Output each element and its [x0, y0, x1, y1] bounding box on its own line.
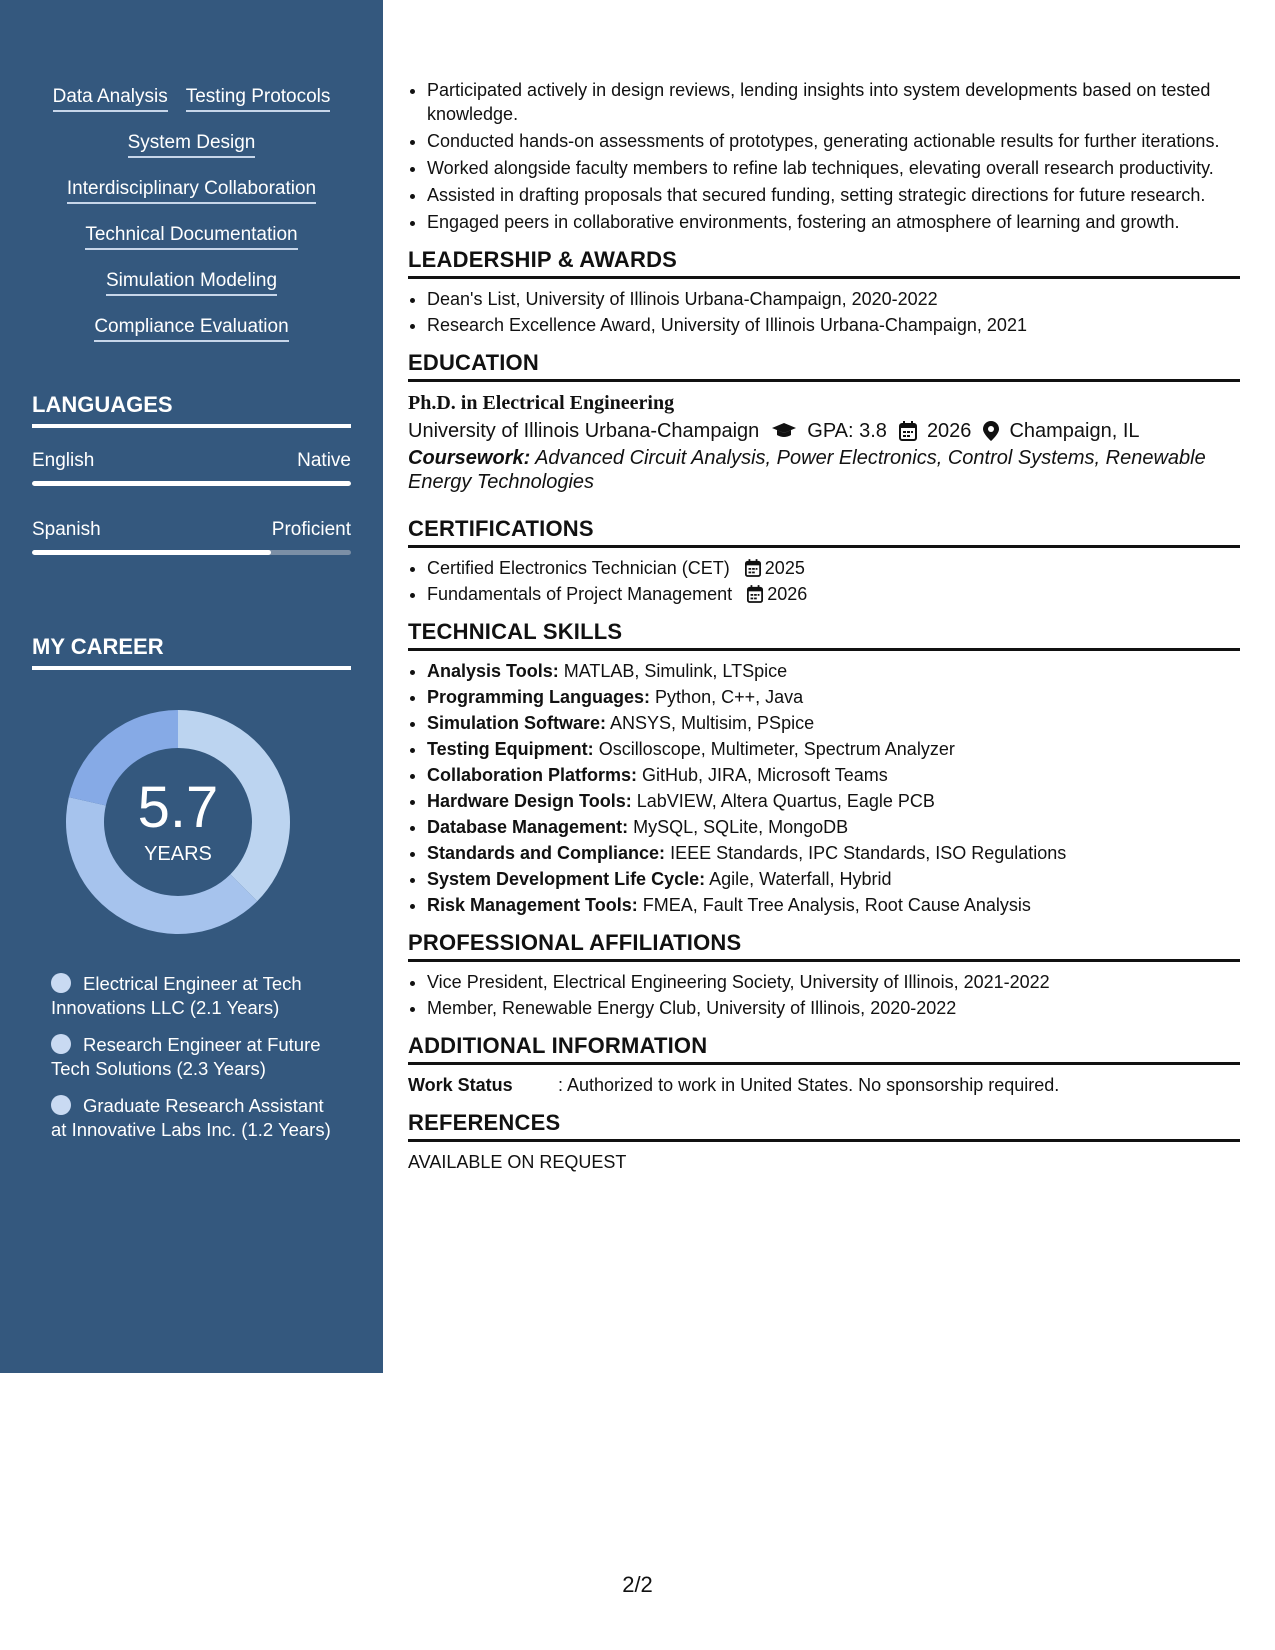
skill-tag: Technical Documentation	[85, 224, 297, 250]
work-status-row	[408, 1073, 1240, 1097]
career-item-text: Graduate Research Assistant at Innovative Labs Inc. (1.2 Years)	[51, 1095, 331, 1140]
career-list	[51, 972, 331, 1155]
career-item-text: Electrical Engineer at Tech Innovations LLC (2.1 Years)	[51, 973, 302, 1018]
tech-skill-item	[427, 711, 1240, 735]
certification-name: Fundamentals of Project Management	[427, 584, 733, 604]
education-details	[408, 416, 1240, 446]
affiliation-item: • Member, Renewable Energy Club, University of Illinois, 2020-2022	[427, 996, 1240, 1020]
award-item: • Dean's List, University of Illinois Urbana-Champaign, 2020-2022	[427, 287, 1240, 311]
legend-dot	[51, 1095, 71, 1115]
tech-skill-label: Analysis Tools:	[427, 661, 559, 681]
tech-skill-label: System Development Life Cycle:	[427, 869, 706, 889]
section-heading: PROFESSIONAL AFFILIATIONS	[408, 930, 1240, 962]
main-content	[408, 78, 1240, 1174]
section-heading: EDUCATION	[408, 350, 1240, 382]
skill-tag: Data Analysis	[53, 86, 168, 112]
language-level: Proficient	[271, 519, 351, 540]
coursework-list: Advanced Circuit Analysis, Power Electronics, Control Systems, Renewable Energy Technologies	[408, 447, 1206, 493]
additional-info-section	[408, 1033, 1240, 1097]
bullet-item: • Participated actively in design reviews, lending insights into system developments based on tested knowledge.	[427, 78, 1240, 126]
tech-skill-label: Collaboration Platforms:	[427, 765, 638, 785]
skill-tag: Interdisciplinary Collaboration	[67, 178, 316, 204]
section-heading: CERTIFICATIONS	[408, 516, 1240, 548]
certification-name: Certified Electronics Technician (CET)	[427, 558, 730, 578]
certification-item	[427, 556, 1240, 580]
section-heading: REFERENCES	[408, 1110, 1240, 1142]
tech-skill-label: Database Management:	[427, 817, 629, 837]
tech-skill-label: Simulation Software:	[427, 713, 607, 733]
languages-heading: LANGUAGES	[32, 392, 351, 428]
language-level: Native	[297, 450, 351, 471]
tech-skill-value: Python, C++, Java	[655, 687, 804, 707]
references-section	[408, 1110, 1240, 1174]
bullet-item: • Assisted in drafting proposals that secured funding, setting strategic directions for future research.	[427, 183, 1240, 207]
award-item: • Research Excellence Award, University of Illinois Urbana-Champaign, 2021	[427, 313, 1240, 337]
tech-skill-value: MATLAB, Simulink, LTSpice	[563, 661, 788, 681]
school-location: Champaign, IL	[1009, 420, 1140, 442]
language-name: English	[32, 450, 95, 471]
skill-tag: Compliance Evaluation	[94, 316, 288, 342]
tech-skill-value: IEEE Standards, IPC Standards, ISO Regulations	[670, 843, 1067, 863]
language-name: Spanish	[32, 519, 101, 540]
language-english	[32, 450, 351, 486]
certification-year: 2025	[764, 558, 805, 578]
tech-skill-label: Programming Languages:	[427, 687, 651, 707]
career-item	[51, 1033, 331, 1081]
skill-tag: Testing Protocols	[186, 86, 331, 112]
career-heading: MY CAREER	[32, 634, 351, 670]
tech-skill-value: MySQL, SQLite, MongoDB	[633, 817, 849, 837]
career-item	[51, 1094, 331, 1142]
sidebar	[0, 0, 383, 1373]
graduation-year: 2026	[926, 420, 972, 442]
language-bar	[32, 481, 351, 486]
tech-skill-label: Risk Management Tools:	[427, 895, 638, 915]
language-bar	[32, 550, 351, 555]
career-total-number: 5.7	[137, 774, 219, 840]
certification-item	[427, 582, 1240, 606]
affiliation-item: • Vice President, Electrical Engineering Society, University of Illinois, 2021-2022	[427, 970, 1240, 994]
career-total-unit: YEARS	[144, 842, 212, 865]
language-bar-fill	[32, 550, 271, 555]
certifications-section	[408, 516, 1240, 606]
tech-skill-value: Oscilloscope, Multimeter, Spectrum Analyzer	[598, 739, 955, 759]
coursework	[408, 446, 1240, 494]
work-status-value: : Authorized to work in United States. No sponsorship required.	[558, 1075, 1060, 1095]
section-heading: TECHNICAL SKILLS	[408, 619, 1240, 651]
coursework-label: Coursework:	[408, 447, 531, 469]
career-total	[62, 706, 294, 938]
tech-skill-item	[427, 763, 1240, 787]
bullet-item: • Engaged peers in collaborative environments, fostering an atmosphere of learning and growth.	[427, 210, 1240, 234]
career-item-text: Research Engineer at Future Tech Solutions (2.3 Years)	[51, 1034, 321, 1079]
tech-skill-value: GitHub, JIRA, Microsoft Teams	[642, 765, 888, 785]
tech-skill-item	[427, 789, 1240, 813]
skills-list	[32, 86, 351, 362]
calendar-icon	[899, 421, 917, 441]
tech-skill-item	[427, 893, 1240, 917]
tech-skill-value: Agile, Waterfall, Hybrid	[709, 869, 892, 889]
tech-skill-label: Hardware Design Tools:	[427, 791, 632, 811]
awards-section	[408, 247, 1240, 337]
bullet-item: • Worked alongside faculty members to refine lab techniques, elevating overall research productivity.	[427, 156, 1240, 180]
skill-tag: System Design	[128, 132, 256, 158]
technical-skills-section	[408, 619, 1240, 917]
bullet-item: • Conducted hands-on assessments of prototypes, generating actionable results for further iterations.	[427, 129, 1240, 153]
tech-skill-item	[427, 685, 1240, 709]
tech-skill-item	[427, 737, 1240, 761]
degree-title: Ph.D. in Electrical Engineering	[408, 392, 675, 414]
tech-skill-label: Testing Equipment:	[427, 739, 594, 759]
tech-skill-item	[427, 815, 1240, 839]
language-spanish	[32, 519, 351, 555]
calendar-icon	[747, 585, 763, 603]
tech-skill-value: LabVIEW, Altera Quartus, Eagle PCB	[636, 791, 935, 811]
location-pin-icon	[983, 421, 999, 441]
tech-skill-item	[427, 867, 1240, 891]
legend-dot	[51, 973, 71, 993]
tech-skill-value: FMEA, Fault Tree Analysis, Root Cause Analysis	[642, 895, 1031, 915]
section-heading: ADDITIONAL INFORMATION	[408, 1033, 1240, 1065]
career-item	[51, 972, 331, 1020]
page-number: 2/2	[622, 1572, 653, 1597]
section-heading: LEADERSHIP & AWARDS	[408, 247, 1240, 279]
gpa-value: GPA: 3.8	[807, 420, 887, 442]
graduation-cap-icon	[771, 422, 797, 440]
tech-skill-label: Standards and Compliance:	[427, 843, 666, 863]
tech-skill-item	[427, 659, 1240, 683]
language-bar-fill	[32, 481, 351, 486]
tech-skill-value: ANSYS, Multisim, PSpice	[610, 713, 815, 733]
certification-year: 2026	[767, 584, 808, 604]
tech-skill-item	[427, 841, 1240, 865]
experience-bullets	[408, 78, 1240, 234]
affiliations-section	[408, 930, 1240, 1020]
school-name: University of Illinois Urbana-Champaign	[408, 420, 760, 442]
references-text: AVAILABLE ON REQUEST	[408, 1152, 627, 1172]
education-section	[408, 350, 1240, 494]
skill-tag: Simulation Modeling	[106, 270, 277, 296]
legend-dot	[51, 1034, 71, 1054]
work-status-label: Work Status	[408, 1075, 513, 1095]
calendar-icon	[745, 559, 761, 577]
